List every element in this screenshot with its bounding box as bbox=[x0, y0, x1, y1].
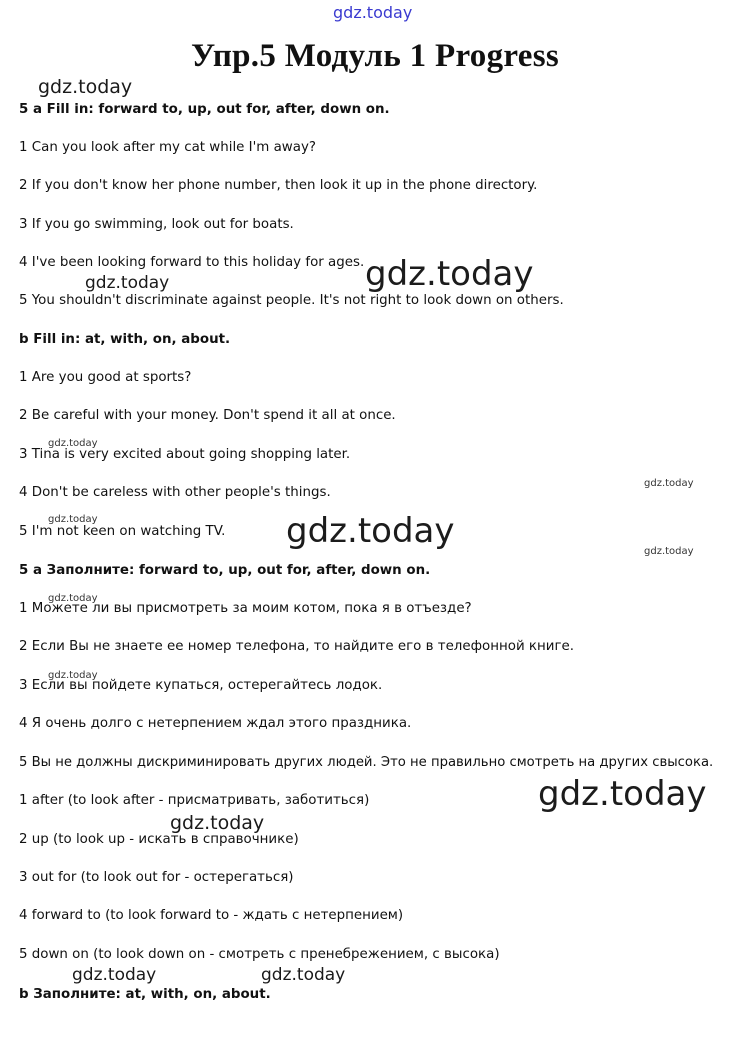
section-b-heading: b Fill in: at, with, on, about. bbox=[19, 332, 231, 347]
list-item: 2 If you don't know her phone number, then look it up in the phone directory. bbox=[19, 178, 538, 193]
list-item: 3 Если вы пойдете купаться, остерегайтесь лодок. bbox=[19, 678, 383, 693]
list-item: 4 Don't be careless with other people's things. bbox=[19, 485, 331, 500]
watermark: gdz.today bbox=[85, 273, 170, 293]
list-item: 1 Can you look after my cat while I'm away? bbox=[19, 140, 316, 155]
watermark: gdz.today bbox=[644, 546, 694, 557]
watermark: gdz.today bbox=[38, 76, 133, 98]
list-item: 5 Вы не должны дискриминировать других людей. Это не правильно смотреть на других свысока. bbox=[19, 755, 714, 770]
list-item: 4 I've been looking forward to this holiday for ages. bbox=[19, 255, 365, 270]
answer-item: 1 after (to look after - присматривать, заботиться) bbox=[19, 793, 370, 808]
watermark: gdz.today bbox=[48, 438, 98, 449]
list-item: 3 If you go swimming, look out for boats. bbox=[19, 217, 294, 232]
answer-item: 5 down on (to look down on - смотреть с пренебрежением, с высока) bbox=[19, 947, 500, 962]
section-a-heading: 5 a Fill in: forward to, up, out for, after, down on. bbox=[19, 102, 390, 117]
list-item: 4 Я очень долго с нетерпением ждал этого праздника. bbox=[19, 716, 412, 731]
answer-item: 2 up (to look up - искать в справочнике) bbox=[19, 832, 299, 847]
list-item: 3 Tina is very excited about going shopping later. bbox=[19, 447, 351, 462]
watermark: gdz.today bbox=[538, 774, 707, 814]
section-a-ru-heading: 5 а Заполните: forward to, up, out for, after, down on. bbox=[19, 563, 431, 578]
answer-item: 4 forward to (to look forward to - ждать с нетерпением) bbox=[19, 908, 404, 923]
watermark: gdz.today bbox=[48, 670, 98, 681]
watermark: gdz.today bbox=[170, 812, 265, 834]
page-title: Упр.5 Модуль 1 Progress bbox=[191, 38, 559, 74]
watermark-top: gdz.today bbox=[333, 3, 413, 22]
watermark: gdz.today bbox=[286, 511, 455, 551]
list-item: 5 You shouldn't discriminate against people. It's not right to look down on others. bbox=[19, 293, 564, 308]
list-item: 1 Можете ли вы присмотреть за моим котом, пока я в отъезде? bbox=[19, 601, 472, 616]
list-item: 2 Be careful with your money. Don't spend it all at once. bbox=[19, 408, 396, 423]
watermark: gdz.today bbox=[644, 478, 694, 489]
watermark: gdz.today bbox=[261, 965, 346, 985]
section-b-ru-heading: b Заполните: at, with, on, about. bbox=[19, 987, 271, 1002]
answer-item: 3 out for (to look out for - остерегаться) bbox=[19, 870, 294, 885]
list-item: 2 Если Вы не знаете ее номер телефона, то найдите его в телефонной книге. bbox=[19, 639, 574, 654]
watermark: gdz.today bbox=[48, 593, 98, 604]
list-item: 5 I'm not keen on watching TV. bbox=[19, 524, 226, 539]
list-item: 1 Are you good at sports? bbox=[19, 370, 192, 385]
watermark: gdz.today bbox=[72, 965, 157, 985]
watermark: gdz.today bbox=[48, 514, 98, 525]
watermark: gdz.today bbox=[365, 254, 534, 294]
